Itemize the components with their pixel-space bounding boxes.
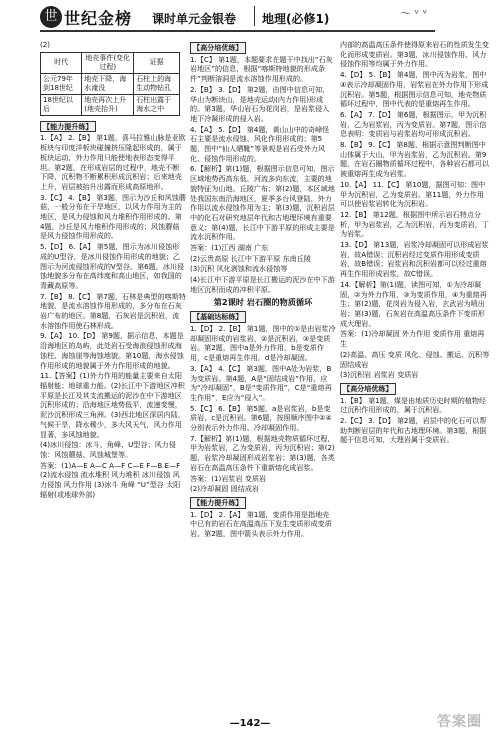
section-heading: 【高分培优练】 — [340, 383, 396, 395]
table-cell: 石柱出露于海水之中 — [134, 94, 180, 115]
answer-paragraph: 11.【答案】(1)外力作用的能量主要来自太阳辐射能；地球重力能。(2)长江中下游地区冲积平原是长江及其支流搬运的泥沙在中下游地区沉积形成的；沿海地区地势低平，流速变慢，泥沙沉积形成三角洲。(3)西北地区深居内陆，气候干旱，降水稀少，多大风天气，风力作用显著，多风蚀地貌。 — [40, 371, 185, 439]
subject-name: 地理 — [262, 12, 287, 26]
answer-paragraph: 1.【D】 2.【A】 第1题，变质作用是指地壳中已有的岩石在高温高压下发生变质形成变质岩。第2题，图中箭头表示外力作用。 — [190, 509, 332, 539]
answer-paragraph: 10.【A】 11.【C】 第10题，据图可知：图中甲为沉积岩，乙为变质岩。第11题，外力作用可以使岩浆岩转化为沉积岩。 — [340, 179, 486, 209]
answer-paragraph: 1.【B】 第1题，煤是由地质历史时期的植物经过沉积作用形成的，属于沉积岩。 — [340, 395, 487, 415]
table-row — [41, 73, 180, 94]
column-1 — [40, 40, 186, 718]
table-cell: 公元79年到18世纪 — [41, 73, 82, 94]
table-cell: 石柱上的海生动物钻孔 — [134, 73, 180, 94]
answer-paragraph: (3)沉积岩 岩浆岩 变质岩 — [340, 370, 419, 380]
answer-paragraph: 1.【D】 2.【B】 第1题，图中的①是由岩浆冷却凝固形成的岩浆岩，②是沉积岩，③是变质岩。第2题，图中a是外力作用，b是变质作用，c是重熔再生作用，d是冷却凝固。 — [190, 323, 336, 363]
answer-paragraph: 1.【C】 第1题，本题要求在题干中找出“石灰岩地区”的信息，根据“喀斯特地貌的形成条件”判断溶洞是流水溶蚀作用形成的。 — [190, 54, 333, 84]
lesson-title: 第2课时 岩石圈的物质循环 — [213, 296, 313, 307]
answer-paragraph: (3)沉积 风化剥蚀和流水侵蚀等 — [190, 264, 288, 274]
evidence-table — [40, 52, 180, 116]
table-row — [41, 94, 180, 115]
page-header — [0, 0, 500, 36]
answer-paragraph: 4.【A】 5.【D】 第4题，黄山山中的奇峰怪石主要是流水侵蚀、风化作用形成的；第5题，图中“仙人晒靴”等景观是岩石受外力风化、侵蚀作用形成的。 — [190, 124, 330, 163]
table-cell: 地壳再次上升(地壳抬升) — [82, 94, 134, 115]
table-header-cell: 证据 — [134, 52, 180, 73]
answer-paragraph: 答案：(1)岩浆岩 变质岩 — [190, 473, 267, 483]
answer-paragraph: 7.【B】 8.【C】 第7题，石林是典型的喀斯特地貌，是流水溶蚀作用形成的，多分布在石灰岩广布的地区。第8题，石灰岩是沉积岩，流水溶蚀作用使石林形成。 — [40, 291, 186, 330]
table-cell: 18世纪以后 — [41, 94, 82, 115]
answer-paragraph: 9.【A】 10.【D】 第9题，据示信息，本题是沿海地区的岛屿，此处岩石受海浪侵蚀形成海蚀柱、海蚀崖等海蚀地貌。第10题，海水侵蚀作用形成的地貌属于外力作用形成的地貌。 — [40, 331, 184, 370]
answer-paragraph: 12.【B】 第12题，根据图中所示岩石特点分析，甲为岩浆岩，乙为沉积岩，丙为变质岩，丁为岩浆。 — [340, 209, 489, 239]
answer-paragraph: (4)长江中下游平原是长江搬运的泥沙在中下游地区沉积而成的冲积平原。 — [190, 275, 335, 294]
answer-paragraph: 6.【解析】第(1)题，根据图示信息可知，图示区域地势西高东低，河流多向东流，主要的地貌特征为山地、丘陵广布；第(2)题，本区域地处我国东南沿海地区，夏季多台风登陆，外力作用以流水侵蚀作用为主；第(3)题，沉积岩层中的化石对研究地层年代和古地理环境有重要意义；第(4)题，长江中下游平原的形成主要是流水沉积作用。 — [190, 164, 335, 242]
column-2 — [190, 40, 336, 718]
answer-paragraph: 3.【C】 4.【B】 第3题，图示为沙丘和风蚀蘑菇，一般分布在干旱地区，以风力作用为主的地区，是风力侵蚀和风力堆积作用形成的。第4题，沙丘是风力堆积作用形成的；风蚀蘑菇是风力侵蚀作用形成的。 — [40, 192, 186, 241]
answer-paragraph: 1.【A】 2.【B】 第1题，喜马拉雅山脉是亚欧板块与印度洋板块碰撞挤压隆起形成的，属于板块运动，外力作用只能使地表形态变得平坦。第2题，在形成岩层的过程中，地壳不断下降，沉积物不断累积形成沉积岩；后来地壳上升，岩层被抬升出露而形成高原地形。 — [40, 133, 186, 191]
column-3 — [340, 40, 490, 718]
answer-paragraph: 答案：(1)冷却凝固 外力作用 变质作用 重熔再生 — [340, 329, 485, 349]
answer-paragraph: 14.【解析】第(1)题，读图可知，①为冷却凝固，②为外力作用，③为变质作用，④为重熔再生；第(2)题，花岗岩为侵入岩，玄武岩为喷出岩；第(3)题，石灰岩在高温高压条件下变质形成大理岩。 — [340, 279, 487, 328]
answer-paragraph: 2.【C】 3.【D】 第2题，岩层中的化石可以帮助判断岩层的年代和古地理环境。第3题，根据题干信息可知，大理岩属于变质岩。 — [340, 416, 487, 445]
section-heading: 【能力提升练】 — [190, 497, 246, 509]
table-header-cell: 地壳事件(变化过程) — [82, 52, 134, 73]
answer-paragraph: 7.【解析】第(1)题，根据地壳物质循环过程，甲为岩浆岩，乙为变质岩，丙为沉积岩；第(2)题，岩浆冷却凝固形成岩浆岩；第(3)题，各类岩石在高温高压条件下重新熔化成岩浆。 — [190, 433, 335, 472]
section-heading: 【高分培优练】 — [190, 42, 246, 54]
answer-paragraph: 3.【A】 4.【C】 第3题，图中A处为岩浆，B为变质岩。第4题，A是“固结成岩”作用，应为“冷却凝固”，B是“变质作用”，C是“重熔再生作用”，E应为“侵入”。 — [190, 363, 332, 402]
brand-name: 世纪金榜 — [64, 9, 133, 28]
answer-paragraph: 2.【B】 3.【D】 第2题，由图中信息可知，华山为断块山，是地壳运动(内力作用)形成的。第3题，华山岩石为花岗岩，是岩浆侵入地下冷凝形成的侵入岩。 — [190, 84, 330, 123]
birds-decoration-icon: 〜 ᵛ ᵛ — [400, 7, 428, 20]
answer-paragraph: 8.【B】 9.【C】 第8题，根据示意图判断图中山体属于大山，甲为岩浆岩，乙为沉积岩。第9题，在岩石圈物质循环过程中，各种岩石都可以被重熔再生成为岩浆。 — [340, 140, 489, 179]
answer-paragraph: 内部的高温高压条件使得原来岩石的性质发生变化而形成变质岩。第3题，冰川侵蚀作用、风力侵蚀作用等均属于外力作用。 — [340, 40, 489, 69]
watermark: 答案圈 — [437, 714, 482, 730]
subject-title — [262, 10, 329, 27]
series-title: 课时单元金银卷 — [152, 12, 237, 26]
subject-edition: (必修1) — [286, 12, 330, 26]
table-header-cell: 时代 — [41, 52, 82, 73]
brand-logo-icon: 世 — [40, 6, 62, 28]
table-header-row — [41, 52, 180, 73]
answer-paragraph: 答案：(1)江西 湖南 广东 — [190, 243, 269, 253]
answer-paragraph: 5.【C】 6.【B】 第5题，a是岩浆岩，b是变质岩，c是沉积岩。第6题，按照顺序图中②④分别表示外力作用、冷却凝固作用。 — [190, 403, 332, 433]
answer-paragraph: (2)冷却凝固 固结成岩 — [190, 484, 260, 494]
answer-paragraph: 4.【D】 5.【B】 第4题，图中丙为岩浆，图中④表示冷却凝固作用，岩浆岩在外力作用下形成沉积岩。第5题，根据图示信息可知，地壳物质循环过程中，图中代表的是重熔再生作用。 — [340, 70, 489, 109]
answer-paragraph: (4)冰川侵蚀：冰斗、角峰、U型谷；风力侵蚀：风蚀蘑菇、风蚀城堡等。 — [40, 440, 176, 459]
page-number: —142— — [229, 718, 271, 729]
answer-paragraph: (2)云贵高原 长江中下游平原 东南丘陵 — [190, 253, 311, 263]
section-heading: 【基础达标练】 — [190, 311, 246, 323]
header-rule — [40, 30, 435, 32]
table-cell: 地壳下降，海水淹没 — [82, 73, 134, 94]
answer-paragraph: 6.【A】 7.【D】 第6题，根据图示，甲为沉积岩，乙为岩浆岩，丙为变质岩。第7题，图示信息表明：变质岩与岩浆岩均可形成沉积岩。 — [340, 109, 487, 139]
question-label: (2) — [40, 40, 51, 49]
answer-paragraph: 5.【D】 6.【A】 第5题，图示为冰川侵蚀形成的U型谷，是冰川侵蚀作用形成的地貌；乙图示为河流侵蚀形成的V型谷。第6题，冰川侵蚀地貌多分布在高纬度和高山地区，如我国的青藏高原等。 — [40, 242, 185, 290]
answer-paragraph: (2)高温、高压 变质 风化、侵蚀、搬运、沉积等 固结成岩 — [340, 349, 490, 369]
header-divider — [254, 6, 255, 26]
section-heading: 【能力提升练】 — [40, 121, 96, 133]
answer-paragraph: 13.【D】 第13题，岩浆冷却凝固可以形成岩浆岩，故A错误；沉积岩经过变质作用形成变质岩，故B错误；岩浆岩和沉积岩都可以经过重熔再生作用形成岩浆，故C错误。 — [340, 240, 489, 279]
answer-summary: 答案：(1)A—E A—C A—F C—E F—B E—F (2)流水侵蚀 流水堆积 风力堆积 冰川侵蚀 风力侵蚀 风力作用 (3)冰斗 角峰 “U”型谷 太阳辐射(或地球外部) — [40, 460, 181, 499]
